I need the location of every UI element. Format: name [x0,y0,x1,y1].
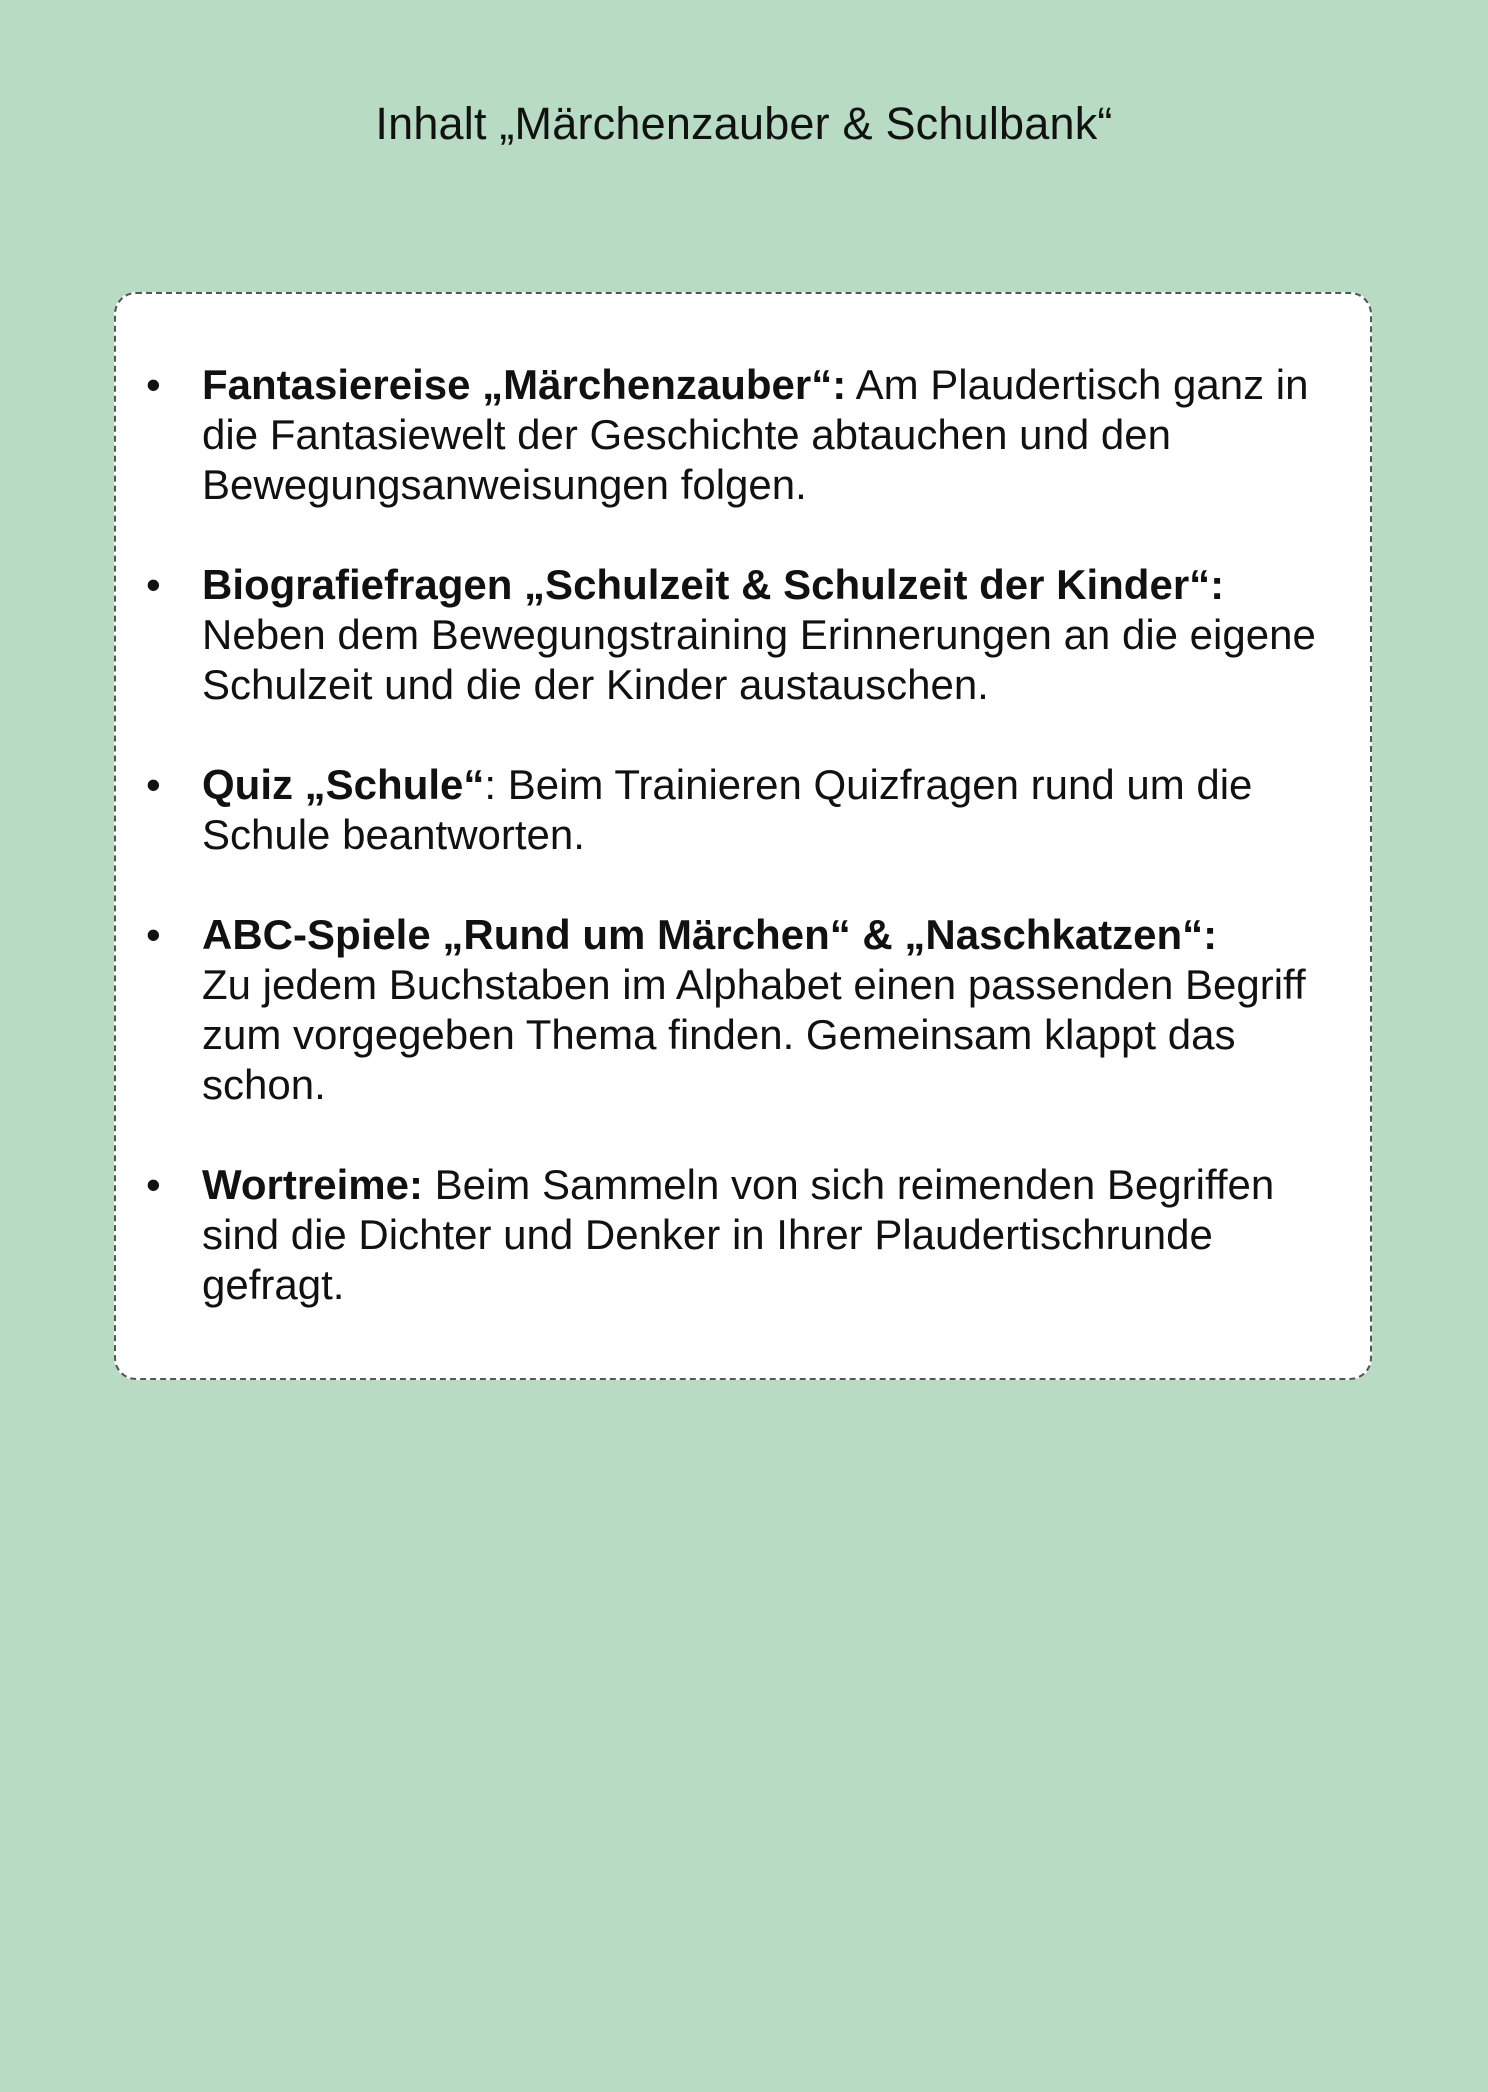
item-lead: Quiz „Schule“ [202,761,485,808]
item-lead: Fantasiereise „Märchenzauber“: [202,361,847,408]
item-lead: Wortreime: [202,1161,423,1208]
item-lead: Biografiefragen „Schulzeit & Schulzeit der Kinder“: [202,561,1225,608]
bullet-icon: • [146,361,161,408]
item-text: Zu jedem Buchstaben im Alphabet einen passenden Begriff zum vorgegeben Thema finden. Gemeinsam klappt das schon. [202,961,1306,1108]
list-item-fantasiereise [116,360,1370,510]
content-card [114,292,1372,1380]
bullet-icon: • [146,911,161,958]
list-item-quiz [116,760,1370,860]
item-lead: ABC-Spiele „Rund um Märchen“ & „Naschkatzen“: [202,911,1218,958]
bullet-icon: • [146,561,161,608]
page-title: Inhalt „Märchenzauber & Schulbank“ [375,98,1113,149]
item-text: : Beim Trainieren Quizfragen rund um die Schule beantworten. [202,761,1253,858]
list-item-wortreime [116,1160,1370,1310]
bullet-icon: • [146,761,161,808]
list-item-abc-spiele [116,910,1370,1110]
bullet-icon: • [146,1161,161,1208]
item-text: Beim Sammeln von sich reimenden Begriffen sind die Dichter und Denker in Ihrer Plaudertischrunde gefragt. [202,1161,1275,1308]
content-list [116,360,1370,1360]
list-item-biografiefragen [116,560,1370,710]
item-text: Neben dem Bewegungstraining Erinnerungen an die eigene Schulzeit und die der Kinder austauschen. [202,611,1316,708]
item-text: Am Plaudertisch ganz in die Fantasiewelt der Geschichte abtauchen und den Bewegungsanweisungen folgen. [202,361,1309,508]
